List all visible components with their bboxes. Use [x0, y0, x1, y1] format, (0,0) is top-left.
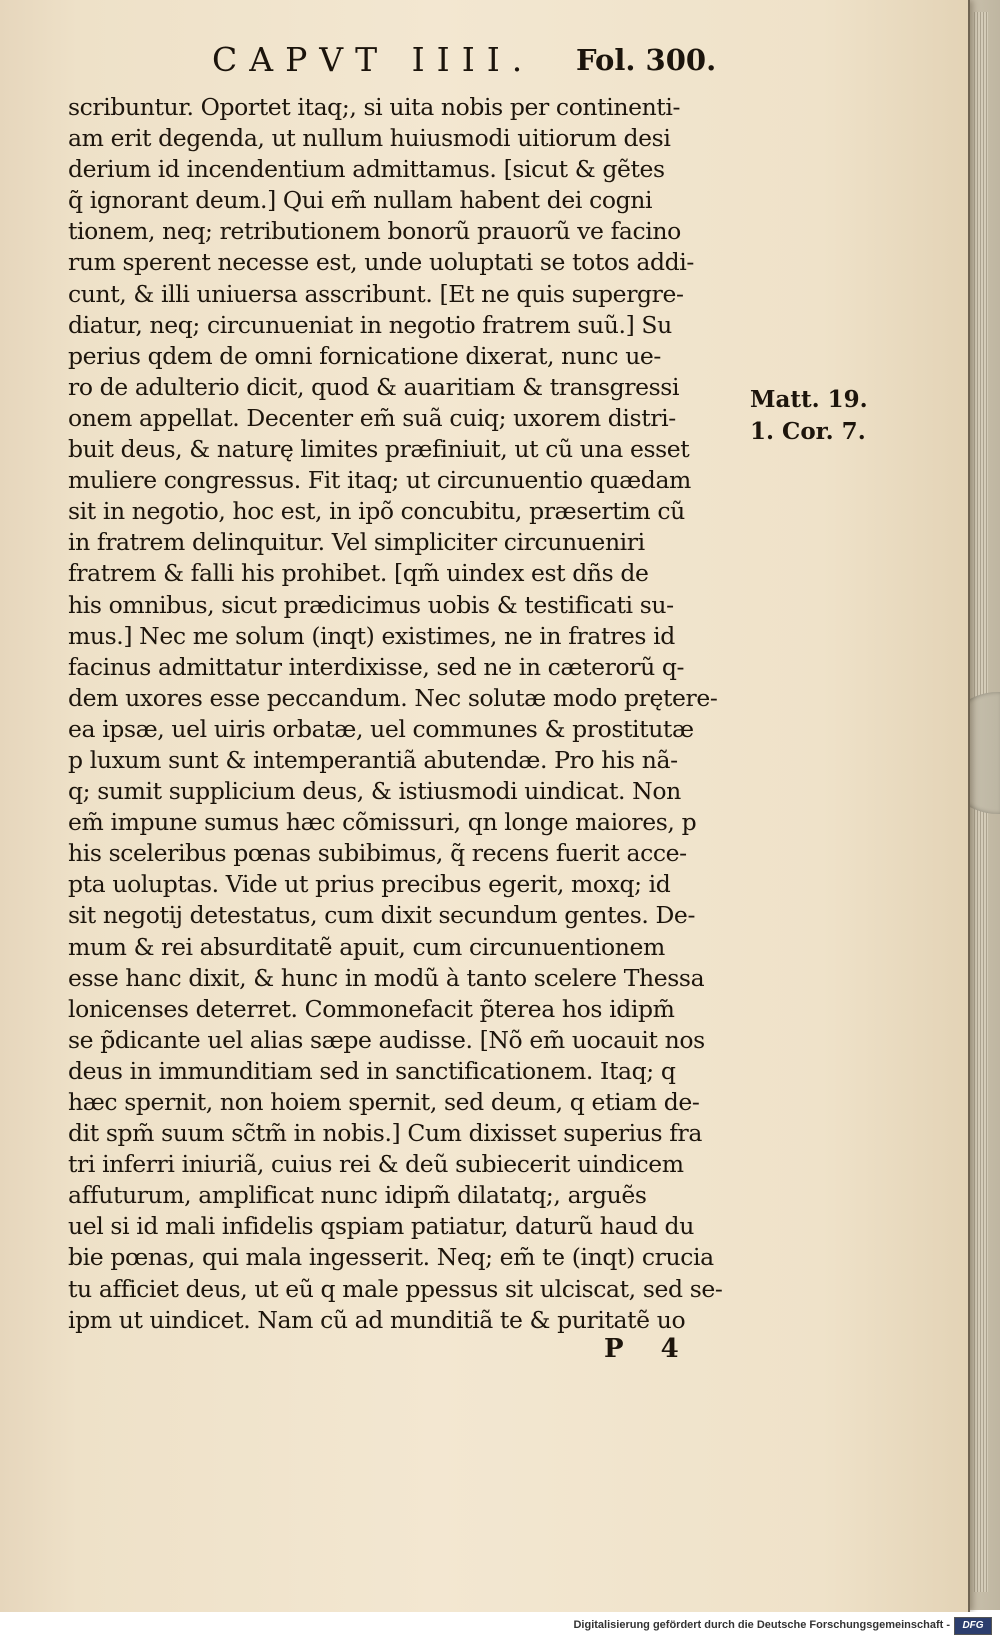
text-line: his omnibus, sicut prædicimus uobis & testificati su-: [68, 590, 674, 619]
text-line: tu afficiet deus, ut eũ q male ppessus sit ulciscat, sed se-: [68, 1274, 723, 1303]
text-line: ea ipsæ, uel uiris orbatæ, uel communes & prostitutæ: [68, 714, 694, 743]
text-line: bie pœnas, qui mala ingesserit. Neq; em̃ te (inqt) crucia: [68, 1243, 714, 1272]
page-header: [0, 40, 968, 88]
folio-number: Fol. 300.: [576, 43, 717, 77]
dfg-logo: DFG: [954, 1617, 992, 1635]
text-line: rum sperent necesse est, unde uoluptati se totos addi-: [68, 248, 694, 277]
text-line: pta uoluptas. Vide ut prius precibus egerit, moxq; id: [68, 870, 671, 899]
text-line: uel si id mali infidelis qspiam patiatur, daturũ haud du: [68, 1212, 694, 1241]
text-line: deus in immunditiam sed in sanctificationem. Itaq; q: [68, 1056, 676, 1085]
text-line: onem appellat. Decenter em̃ suã cuiq; uxorem distri-: [68, 403, 676, 432]
text-line: tri inferri iniuriã, cuius rei & deũ subiecerit uindicem: [68, 1150, 684, 1179]
text-line: facinus admittatur interdixisse, sed ne in cæterorũ q-: [68, 652, 685, 681]
text-line: affuturum, amplificat nunc idipm̃ dilatatq;, arguẽs: [68, 1181, 647, 1210]
text-line: in fratrem delinquitur. Vel simpliciter circunueniri: [68, 528, 645, 557]
margin-notes: [750, 384, 868, 448]
text-line: esse hanc dixit, & hunc in modũ à tanto scelere Thessa: [68, 963, 705, 992]
text-line: mum & rei absurditatẽ apuit, cum circunuentionem: [68, 932, 665, 961]
text-line: am erit degenda, ut nullum huiusmodi uitiorum desi: [68, 124, 671, 153]
margin-note: 1. Cor. 7.: [750, 418, 866, 445]
margin-note: Matt. 19.: [750, 386, 868, 413]
text-line: buit deus, & naturę limites præfiniuit, ut cũ una esset: [68, 435, 690, 464]
text-line: mus.] Nec me solum (inqt) existimes, ne in fratres id: [68, 621, 675, 650]
text-line: dem uxores esse peccandum. Nec solutæ modo prętere-: [68, 683, 718, 712]
text-line: sit negotij detestatus, cum dixit secundum gentes. De-: [68, 901, 695, 930]
text-line: em̃ impune sumus hæc cõmissuri, qn longe maiores, p: [68, 808, 697, 837]
digitization-footer: [0, 1612, 1000, 1639]
text-line: p luxum sunt & intemperantiã abutendæ. Pro his nã-: [68, 745, 678, 774]
text-line: se p̃dicante uel alias sæpe audisse. [Nõ em̃ uocauit nos: [68, 1025, 705, 1054]
text-line: his sceleribus pœnas subibimus, q̃ recens fuerit acce-: [68, 839, 687, 868]
text-line: lonicenses deterret. Commonefacit p̃terea hos idipm̃: [68, 994, 675, 1023]
text-line: hæc spernit, non hoiem spernit, sed deum, q etiam de-: [68, 1088, 700, 1116]
text-line: perius qdem de omni fornicatione dixerat, nunc ue-: [68, 341, 661, 370]
text-line: scribuntur. Oportet itaq;, si uita nobis per continenti-: [68, 93, 681, 121]
text-line: cunt, & illi uniuersa asscribunt. [Et ne quis supergre-: [68, 279, 684, 308]
running-title: CAPVT IIII.: [212, 40, 535, 79]
text-line: ro de adulterio dicit, quod & auaritiam & transgressi: [68, 372, 680, 401]
text-line: dit spm̃ suum sc̃tm̃ in nobis.] Cum dixisset superius fra: [68, 1119, 703, 1148]
body-text: [68, 92, 758, 1336]
text-line: diatur, neq; circunueniat in negotio fratrem suũ.] Su: [68, 310, 672, 339]
signature-mark: P 4: [604, 1334, 693, 1364]
text-line: tionem, neq; retributionem bonorũ prauorũ ve facino: [68, 217, 681, 246]
text-line: ipm ut uindicet. Nam cũ ad munditiã te & puritatẽ uo: [68, 1305, 686, 1334]
text-line: muliere congressus. Fit itaq; ut circunuentio quædam: [68, 466, 691, 495]
text-line: q̃ ignorant deum.] Qui em̃ nullam habent dei cogni: [68, 186, 653, 215]
text-line: derium id incendentium admittamus. [sicut & gẽtes: [68, 155, 665, 184]
funding-credit: Digitalisierung gefördert durch die Deutsche Forschungsgemeinschaft -: [573, 1619, 950, 1631]
text-line: q; sumit supplicium deus, & istiusmodi uindicat. Non: [68, 777, 681, 806]
text-line: sit in negotio, hoc est, in ipõ concubitu, præsertim cũ: [68, 497, 685, 526]
text-line: fratrem & falli his prohibet. [qm̃ uindex est dñs de: [68, 559, 649, 588]
